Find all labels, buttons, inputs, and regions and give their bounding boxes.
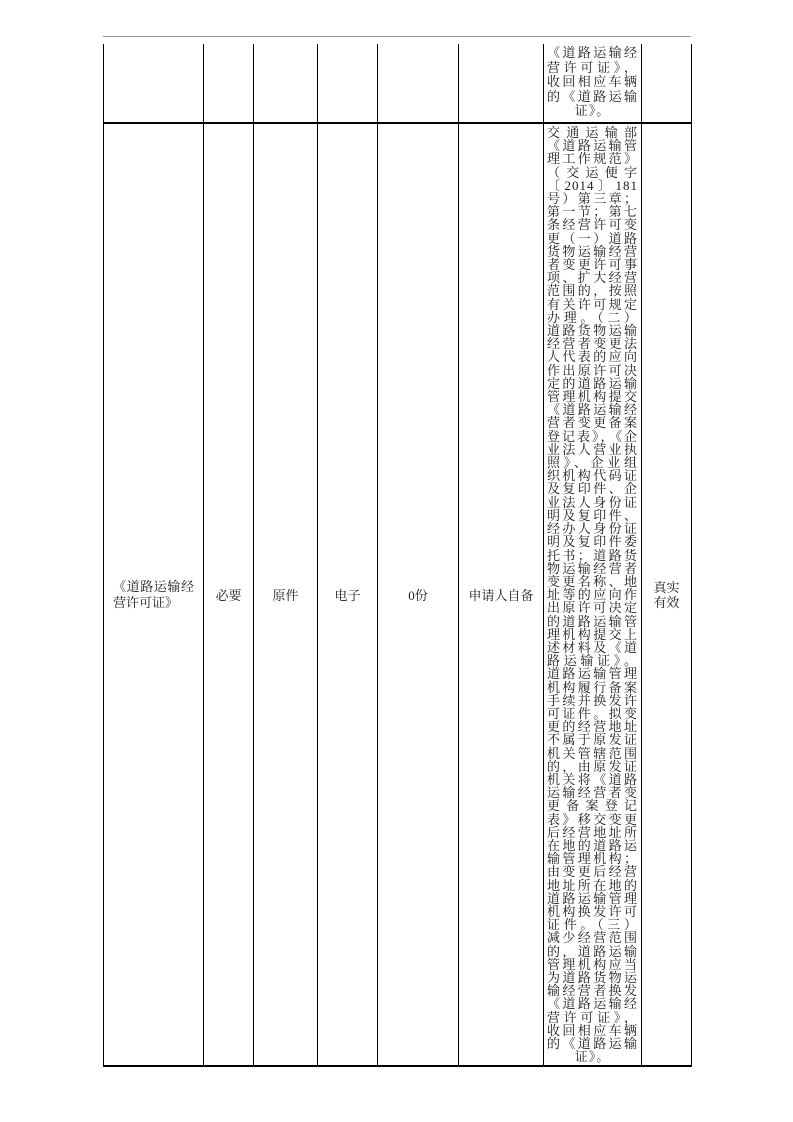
cell-source: 申请人自备: [459, 123, 544, 1066]
cell-copies-empty: [378, 44, 459, 123]
cell-document-name: 《道路运输经营许可证》: [104, 123, 204, 1066]
cell-medium-empty: [318, 44, 378, 123]
table-row-main: [104, 123, 692, 1066]
cell-copies: 0份: [378, 123, 459, 1066]
cell-necessity: 必要: [204, 123, 254, 1066]
materials-table: [103, 44, 692, 1067]
table-row-continuation: [104, 44, 692, 123]
cell-original-or-copy: 原件: [254, 123, 318, 1066]
cell-legal-basis: 交通运输部《道路运输管理工作规范》（交运便字〔2014〕181号）第三章；第一节；第七条经营许可变更（一）道路货物运输经营者变更许可事项、扩大经营范围的，按照有关许可规定办理。（二）道路货物运输经营者变更法人代表的应向作出原许可决定的道路运输管理机构提交《道路运输经营者变更备案登记表》，《企业法人营业执照》、企业组织机构代码证及复印件、企业法人身份证明及复印件、经办人身份证明及复印件委托书；道路货物运输经营者变更名称、地址等的应向作出原许可决定的道路运输管理机构提交上述材料及《道路运输证》。道路运输管理机构履行备案手续并换发许可证件。拟变更的经营地址不属于原发证机关管辖范围的，由原发证机关将《道路运输经营者变更备案登记表》移交变更后经营地址所在地的道路运输管理机构；由变更后经营地址所在地的道路运输管理机构换发许可证件。（三）减少经营范围的，道路运输管理机构应当为道路货物运输经营者换发《道路运输经营许可证》，收回相应车辆的《道路运输证》。: [544, 123, 642, 1066]
cell-medium: 电子: [318, 123, 378, 1066]
cell-source-empty: [459, 44, 544, 123]
cell-requirement: 真实有效: [642, 123, 692, 1066]
cell-original-empty: [254, 44, 318, 123]
cell-document-name-empty: [104, 44, 204, 123]
cell-requirement-empty: [642, 44, 692, 123]
table-continuation-rule: [103, 36, 691, 37]
cell-necessity-empty: [204, 44, 254, 123]
cell-legal-basis-tail: 《道路运输经营许可证》，收回相应车辆的《道路运输证》。: [544, 44, 642, 123]
